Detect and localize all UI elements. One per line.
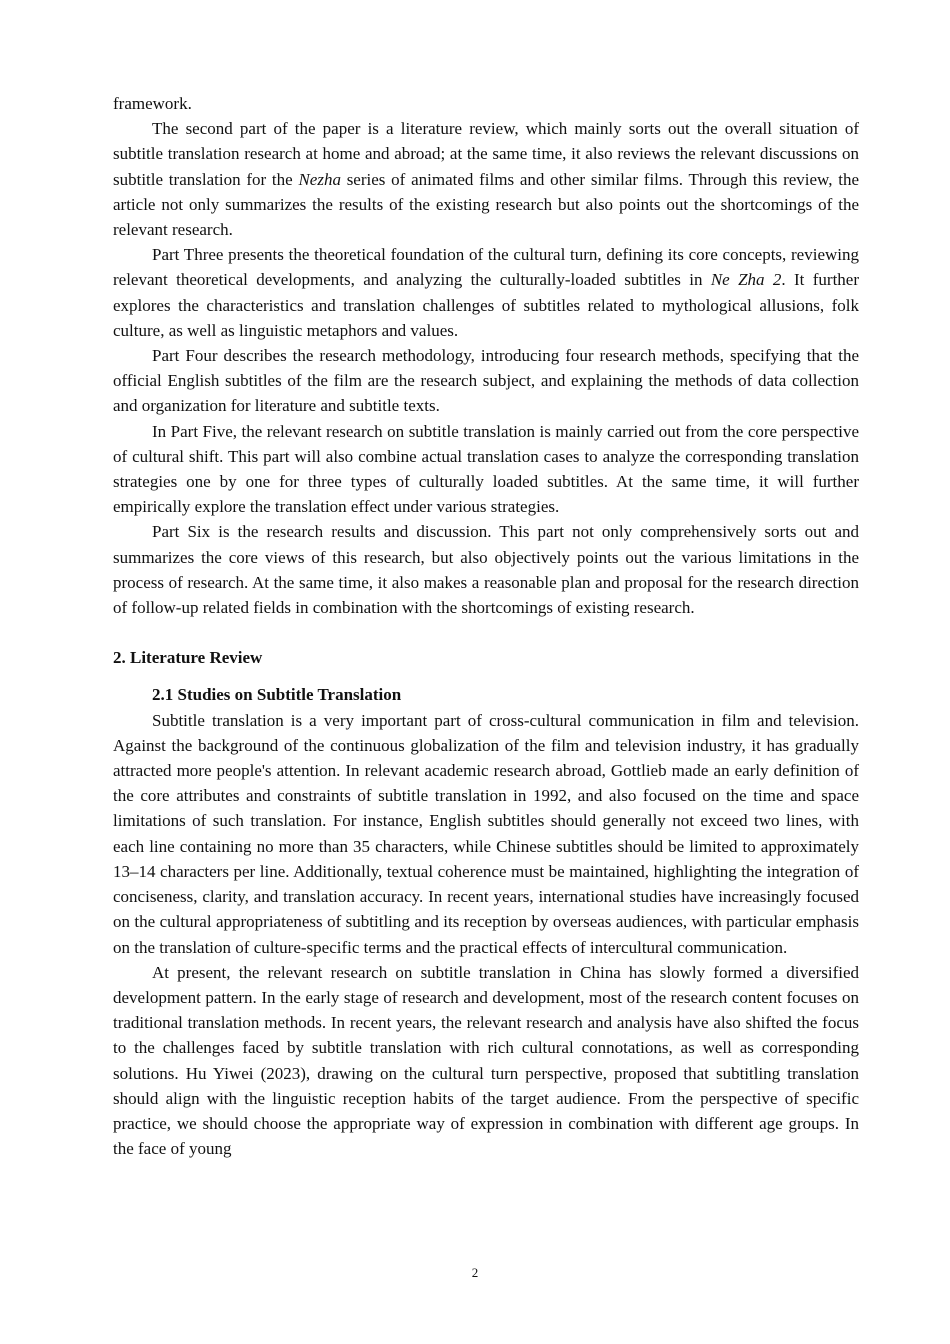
paragraph-part-four: Part Four describes the research methodology, introducing four research methods, specifying that the official English subtitles of the film are the research subject, and explaining the methods of data collection and organization for literature and subtitle texts.	[113, 346, 859, 416]
paragraph-text: Part Three presents the theoretical foundation of the cultural turn, defining its core concepts, reviewing relevant theoretical developments, and analyzing the culturally-loaded subtitles in	[113, 245, 859, 290]
paragraph-part-six: Part Six is the research results and discussion. This part not only comprehensively sorts out and summarizes the core views of this research, but also objectively points out the various limitations in the process of research. At the same time, it also makes a reasonable plan and proposal for the research direction of follow-up related fields in combination with the shortcomings of existing research.	[113, 522, 859, 618]
paragraph-subtitle-abroad: Subtitle translation is a very important part of cross-cultural communication in film and television. Against the background of the continuous globalization of the film and television industry, it has gradually attracted more people's attention. In relevant academic research abroad, Gottlieb made an early definition of the core attributes and constraints of subtitle translation in 1992, and also focused on the time and space limitations of such translation. For instance, English subtitles should generally not exceed two lines, with each line containing no more than 35 characters, while Chinese subtitles should be limited to approximately 13–14 characters per line. Additionally, textual coherence must be maintained, highlighting the integration of conciseness, clarity, and translation accuracy. In recent years, international studies have increasingly focused on the cultural appropriateness of subtitling and its reception by overseas audiences, with particular emphasis on the translation of culture-specific terms and the practical effects of intercultural communication.	[113, 710, 859, 957]
paragraph-part-three	[113, 242, 859, 343]
film-title-italic: Ne Zha 2	[710, 270, 782, 290]
page-number: 2	[471, 1265, 479, 1280]
paragraph-subtitle-china: At present, the relevant research on subtitle translation in China has slowly formed a diversified development pattern. In the early stage of research and development, most of the research content focuses on traditional translation methods. In recent years, the relevant research and analysis have also shifted the focus to the challenges faced by subtitle translation with rich cultural connotations, as well as corresponding solutions. Hu Yiwei (2023), drawing on the cultural turn perspective, proposed that subtitling translation should align with the linguistic reception habits of the target audience. From the perspective of specific practice, we should choose the appropriate way of expression in combination with different age groups. In the face of young	[113, 962, 859, 1159]
paragraph-continued: framework.	[113, 94, 192, 113]
paragraph-text: The second part of the paper is a literature review, which mainly sorts out the overall situation of subtitle translation research at home and abroad; at the same time, it also reviews the relevant discussions on subtitle translation for the	[113, 119, 859, 189]
paragraph-part-five: In Part Five, the relevant research on subtitle translation is mainly carried out from the core perspective of cultural shift. This part will also combine actual translation cases to analyze the corresponding translation strategies one by one for three types of culturally loaded subtitles. At the same time, it will further empirically explore the translation effect under various strategies.	[113, 421, 859, 517]
film-title-italic: Nezha	[298, 169, 341, 189]
page-body	[113, 91, 859, 1161]
subsection-heading: 2.1 Studies on Subtitle Translation	[152, 685, 402, 705]
paragraph-text: series of animated films and other similar films. Through this review, the article not only summarizes the results of the existing research but also points out the shortcomings of the relevant research.	[113, 169, 859, 240]
section-heading: 2. Literature Review	[113, 648, 263, 668]
paragraph-part-two	[113, 116, 859, 242]
paragraph-text: . It further explores the characteristics and translation challenges of subtitles related to mythological allusions, folk culture, as well as linguistic metaphors and values.	[113, 270, 860, 340]
